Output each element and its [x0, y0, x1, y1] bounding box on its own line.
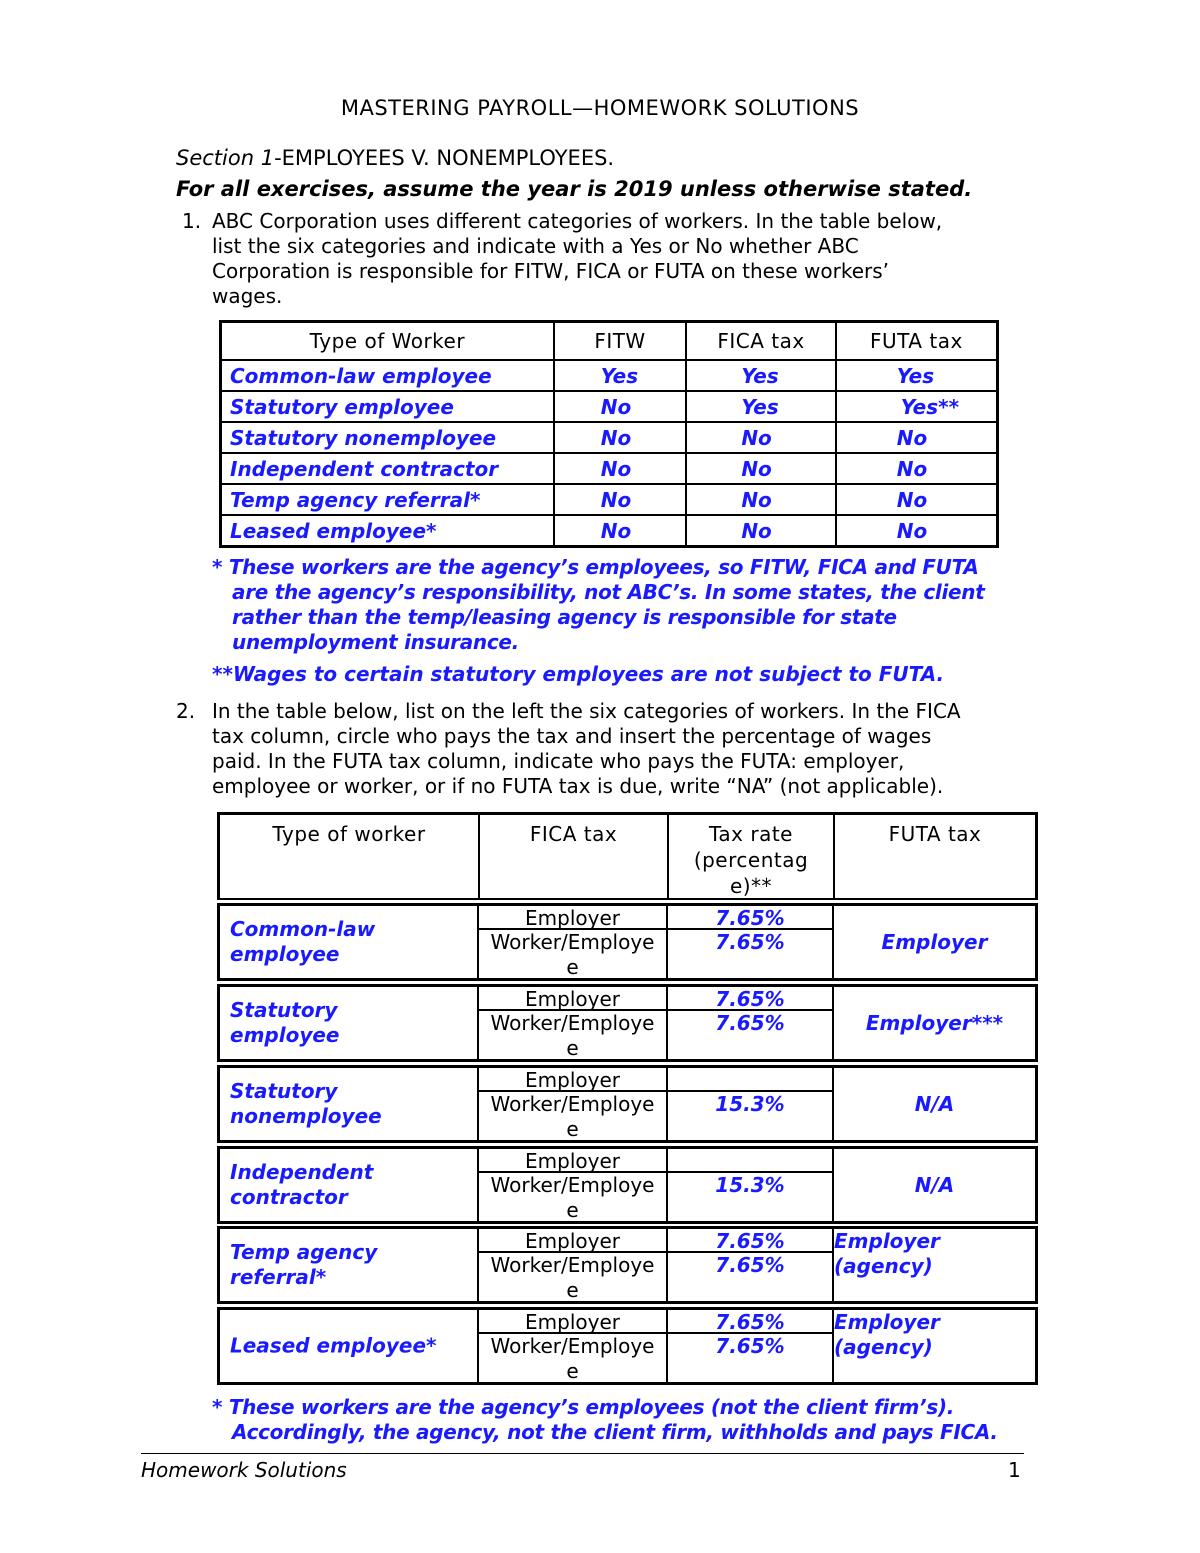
header-futa-tax: FUTA tax [836, 322, 998, 361]
cell-fitw: No [554, 484, 687, 515]
cell-fica: Yes [686, 360, 835, 391]
payer-worker-line: e [566, 1117, 579, 1141]
group-name-line: Statutory [230, 1079, 338, 1103]
futa-line: Employer [834, 1229, 940, 1253]
cell-futa: No [836, 422, 998, 453]
footnote-line: unemployment insurance. [232, 630, 519, 654]
group-name [230, 1079, 382, 1129]
futa-line: N/A [914, 1091, 955, 1116]
cell-worker-type: Independent contractor [221, 453, 554, 484]
t2-header-type: Type of worker [217, 812, 480, 900]
rate-employer [668, 1149, 834, 1173]
table-row [221, 484, 998, 515]
rate-employer: 7.65% [668, 1310, 834, 1334]
payer-worker [479, 1334, 668, 1385]
group-name-line: Common-law [230, 917, 376, 941]
footnote-line: rather than the temp/leasing agency is responsible for state [232, 605, 897, 629]
payer-worker [479, 1092, 668, 1143]
page-number: 1 [1008, 1458, 1021, 1482]
payer-worker [479, 1253, 668, 1304]
group-name-line: Statutory [230, 998, 338, 1022]
payer-worker-line: Worker/Employe [490, 1092, 655, 1116]
group-row-leased-employee [217, 1307, 1038, 1385]
cell-worker-type: Statutory employee [221, 391, 554, 422]
cell-futa: No [836, 515, 998, 547]
group-row-temp-agency [217, 1226, 1038, 1304]
group-name-cell [217, 1226, 479, 1304]
footnote-line: * These workers are the agency’s employees, so FITW, FICA and FUTA [212, 555, 979, 579]
payer-worker-line: e [566, 955, 579, 979]
cell-fica: No [686, 515, 835, 547]
payer-employer: Employer [479, 1068, 668, 1092]
cell-fica: Yes [686, 391, 835, 422]
q1-line: ABC Corporation uses different categories of workers. In the table below, [212, 209, 943, 233]
header-fica-tax: FICA tax [686, 322, 835, 361]
rate-worker: 15.3% [668, 1092, 834, 1143]
rate-worker: 15.3% [668, 1173, 834, 1224]
futa-line: N/A [914, 1172, 955, 1197]
page-title: MASTERING PAYROLL—HOMEWORK SOLUTIONS [340, 96, 860, 120]
footer-divider [141, 1453, 1024, 1454]
t2-header-futa: FUTA tax [833, 812, 1038, 900]
group-name [230, 1160, 373, 1210]
group-row-statutory-employee [217, 984, 1038, 1062]
payer-worker-line: e [566, 1278, 579, 1302]
cell-worker-type: Statutory nonemployee [221, 422, 554, 453]
q2-line: tax column, circle who pays the tax and insert the percentage of wages [212, 724, 932, 748]
group-row-statutory-nonemployee [217, 1065, 1038, 1143]
q2-footnote [212, 1395, 998, 1445]
payer-worker-line: Worker/Employe [490, 1011, 655, 1035]
section-label: Section 1 [176, 146, 275, 170]
futa-line: Employer [881, 929, 988, 954]
cell-fica: No [686, 422, 835, 453]
group-name-cell [217, 1065, 479, 1143]
q2-line: paid. In the FUTA tax column, indicate who pays the FUTA: employer, [212, 749, 905, 773]
payer-worker-line: Worker/Employe [490, 1334, 655, 1358]
payer-worker [479, 930, 668, 981]
q1-footnote [212, 555, 985, 655]
payer-worker-line: Worker/Employe [490, 930, 655, 954]
q2-number: 2. [176, 699, 196, 723]
header-fitw: FITW [554, 322, 687, 361]
futa-payer [834, 984, 1038, 1062]
q1-text [212, 209, 942, 309]
table-row [221, 422, 998, 453]
cell-futa: Yes [836, 360, 998, 391]
group-name-line: nonemployee [230, 1104, 382, 1128]
payer-worker-line: e [566, 1359, 579, 1383]
rate-header-line: Tax rate [709, 822, 793, 846]
rate-header-line: e)** [729, 874, 773, 898]
payer-worker-line: Worker/Employe [490, 1253, 655, 1277]
q1-number: 1. [182, 209, 202, 233]
rate-worker: 7.65% [668, 1334, 834, 1385]
payer-worker-line: Worker/Employe [490, 1173, 655, 1197]
futa-line: (agency) [834, 1254, 933, 1278]
payer-employer: Employer [479, 1229, 668, 1253]
q1-footnote-2: **Wages to certain statutory employees are not subject to FUTA. [212, 662, 945, 686]
group-name-line: Temp agency [230, 1240, 378, 1264]
worker-responsibility-table [219, 320, 999, 548]
cell-fitw: No [554, 515, 687, 547]
q2-text [212, 699, 961, 799]
q2-line: In the table below, list on the left the six categories of workers. In the FICA [212, 699, 961, 723]
futa-payer [834, 1065, 1038, 1143]
section-title: -EMPLOYEES V. NONEMPLOYEES. [274, 146, 615, 170]
footnote-line: are the agency’s responsibility, not ABC’s. In some states, the client [232, 580, 985, 604]
futa-payer [834, 1146, 1038, 1224]
table-row [221, 391, 998, 422]
group-row-independent-contractor [217, 1146, 1038, 1224]
futa-payer [834, 1307, 1038, 1385]
table-row [221, 360, 998, 391]
rate-worker: 7.65% [668, 930, 834, 981]
group-name-line: employee [230, 942, 340, 966]
cell-fitw: No [554, 453, 687, 484]
cell-futa: No [836, 453, 998, 484]
payer-worker-line: e [566, 1036, 579, 1060]
cell-fitw: Yes [554, 360, 687, 391]
table-header-row [221, 322, 998, 361]
payer-worker-line: e [566, 1198, 579, 1222]
section-heading [176, 146, 614, 170]
rate-employer: 7.65% [668, 987, 834, 1011]
table-row [221, 453, 998, 484]
futa-line: Employer*** [865, 1010, 1004, 1035]
group-name-cell [217, 903, 479, 981]
group-name [230, 1334, 437, 1359]
rate-worker: 7.65% [668, 1253, 834, 1304]
group-row-common-law [217, 903, 1038, 981]
header-type-of-worker: Type of Worker [221, 322, 554, 361]
q1-line: wages. [212, 284, 283, 308]
group-name-line: employee [230, 1023, 340, 1047]
futa-line: Employer [834, 1310, 940, 1334]
cell-fica: No [686, 484, 835, 515]
payer-employer: Employer [479, 1310, 668, 1334]
group-name-cell [217, 984, 479, 1062]
cell-futa: Yes** [836, 391, 998, 422]
payer-worker [479, 1173, 668, 1224]
group-name-line: contractor [230, 1185, 348, 1209]
q1-line: list the six categories and indicate with a Yes or No whether ABC [212, 234, 859, 258]
cell-fitw: No [554, 422, 687, 453]
rate-employer: 7.65% [668, 906, 834, 930]
footnote-line: * These workers are the agency’s employees (not the client firm’s). [212, 1395, 955, 1419]
q1-line: Corporation is responsible for FITW, FICA or FUTA on these workers’ [212, 259, 890, 283]
payer-employer: Employer [479, 906, 668, 930]
table-row [221, 515, 998, 547]
group-name-cell [217, 1307, 479, 1385]
futa-payer [834, 1226, 1038, 1304]
rate-header-line: (percentag [693, 848, 809, 872]
t2-header-fica: FICA tax [478, 812, 669, 900]
footer-label: Homework Solutions [141, 1458, 347, 1482]
cell-worker-type: Leased employee* [221, 515, 554, 547]
payer-employer: Employer [479, 987, 668, 1011]
futa-payer [834, 903, 1038, 981]
group-name-line: Independent [230, 1160, 374, 1184]
t2-header-rate [667, 812, 835, 900]
futa-line: (agency) [834, 1335, 933, 1359]
group-name [230, 917, 375, 967]
group-name-cell [217, 1146, 479, 1224]
group-name [230, 998, 339, 1048]
q2-line: employee or worker, or if no FUTA tax is due, write “NA” (not applicable). [212, 774, 944, 798]
group-name [230, 1240, 377, 1290]
group-name-line: Leased employee* [230, 1333, 437, 1358]
cell-worker-type: Temp agency referral* [221, 484, 554, 515]
rate-worker: 7.65% [668, 1011, 834, 1062]
cell-fica: No [686, 453, 835, 484]
rate-employer: 7.65% [668, 1229, 834, 1253]
payer-employer: Employer [479, 1149, 668, 1173]
footnote-line: Accordingly, the agency, not the client firm, withholds and pays FICA. [232, 1420, 998, 1444]
group-name-line: referral* [230, 1265, 327, 1289]
rate-employer [668, 1068, 834, 1092]
assumption-text: For all exercises, assume the year is 2019 unless otherwise stated. [176, 177, 973, 201]
payer-worker [479, 1011, 668, 1062]
cell-futa: No [836, 484, 998, 515]
cell-fitw: No [554, 391, 687, 422]
cell-worker-type: Common-law employee [221, 360, 554, 391]
